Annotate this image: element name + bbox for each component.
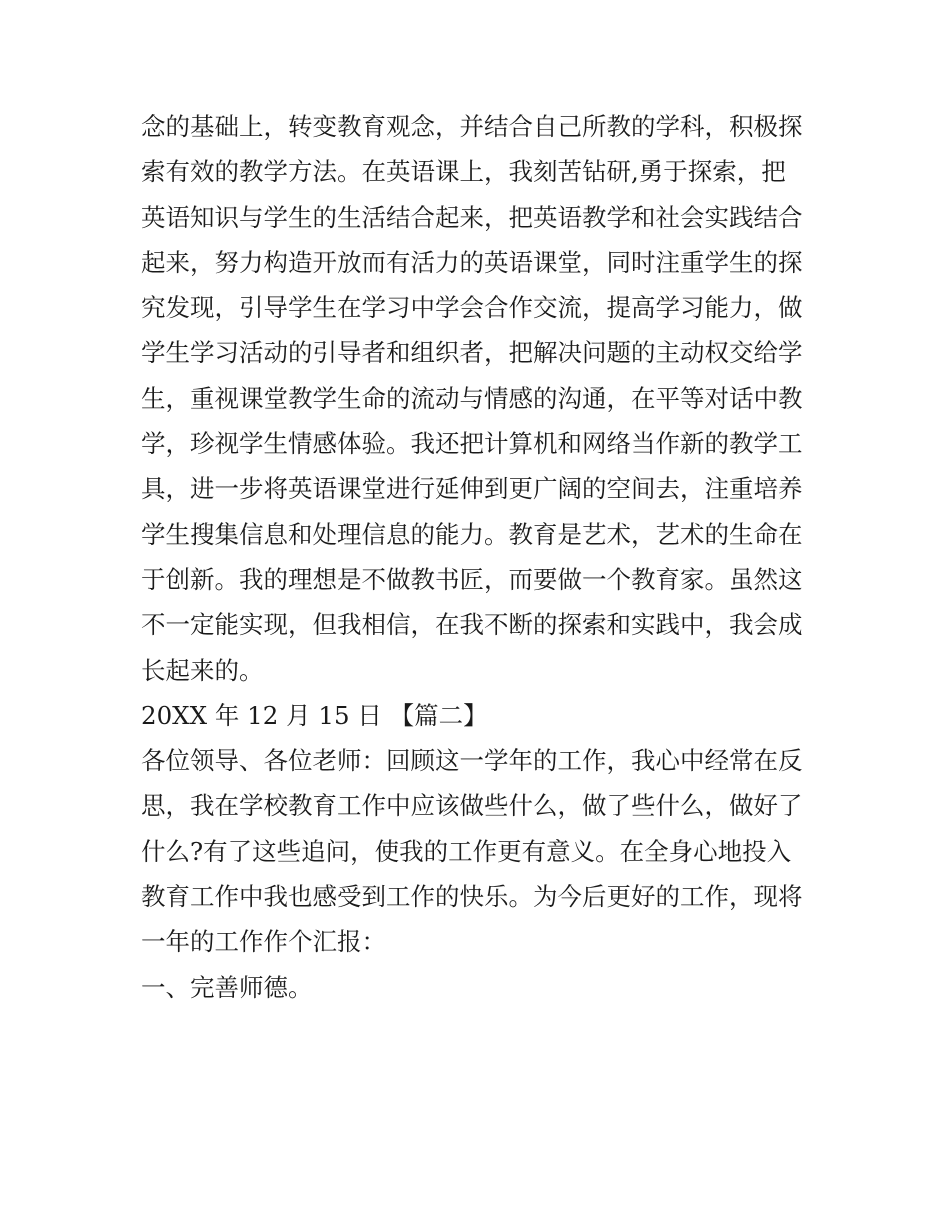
text-line: 具，进一步将英语课堂进行延伸到更广阔的空间去，注重培养 xyxy=(141,474,803,504)
text-line: 长起来的。 xyxy=(141,655,264,685)
text-line: 生，重视课堂教学生命的流动与情感的沟通，在平等对话中教 xyxy=(141,383,803,413)
date-heading: 20XX 年 12 月 15 日 【篇二】 xyxy=(141,700,488,730)
body-text xyxy=(141,104,821,1010)
text-line: 起来，努力构造开放而有活力的英语课堂，同时注重学生的探 xyxy=(141,247,803,277)
text-line: 索有效的教学方法。在英语课上，我刻苦钻研,勇于探索，把 xyxy=(141,157,786,187)
text-line: 思，我在学校教育工作中应该做些什么，做了些什么，做好了 xyxy=(141,791,803,821)
text-line: 教育工作中我也感受到工作的快乐。为今后更好的工作，现将 xyxy=(141,882,803,912)
text-line: 一年的工作作个汇报： xyxy=(141,927,386,957)
text-line: 究发现，引导学生在学习中学会合作交流，提高学习能力，做 xyxy=(141,293,803,323)
section-heading: 一、完善师德。 xyxy=(141,972,313,1002)
text-line: 什么?有了这些追问，使我的工作更有意义。在全身心地投入 xyxy=(141,836,792,866)
text-line: 念的基础上，转变教育观念，并结合自己所教的学科，积极探 xyxy=(141,112,803,141)
text-line: 学生搜集信息和处理信息的能力。教育是艺术，艺术的生命在 xyxy=(141,519,803,549)
text-line: 学，珍视学生情感体验。我还把计算机和网络当作新的教学工 xyxy=(141,429,803,459)
text-line: 英语知识与学生的生活结合起来，把英语教学和社会实践结合 xyxy=(141,202,803,232)
text-line: 各位领导、各位老师：回顾这一学年的工作，我心中经常在反 xyxy=(141,746,803,776)
text-line: 于创新。我的理想是不做教书匠，而要做一个教育家。虽然这 xyxy=(141,564,803,594)
text-line: 学生学习活动的引导者和组织者，把解决问题的主动权交给学 xyxy=(141,338,803,368)
text-line: 不一定能实现，但我相信，在我不断的探索和实践中，我会成 xyxy=(141,610,803,640)
